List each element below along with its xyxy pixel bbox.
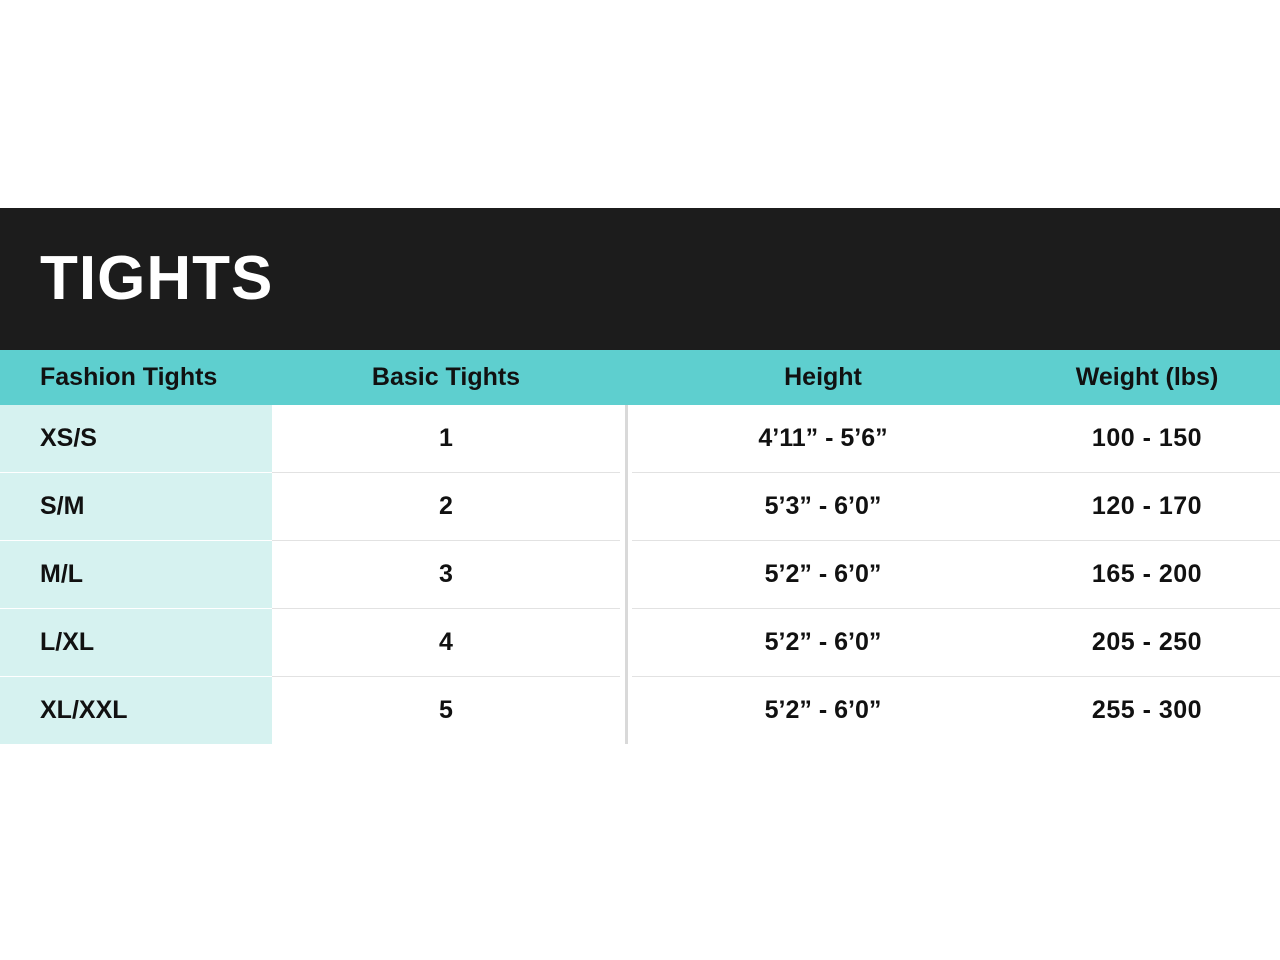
table-row (0, 405, 1280, 473)
size-chart (0, 208, 1280, 744)
table-row (0, 609, 1280, 677)
chart-header (0, 208, 1280, 350)
cell-weight: 100 - 150 (1014, 405, 1280, 473)
cell-height: 5’2” - 6’0” (632, 609, 1014, 677)
cell-weight: 255 - 300 (1014, 677, 1280, 745)
cell-weight: 205 - 250 (1014, 609, 1280, 677)
cell-height: 5’2” - 6’0” (632, 541, 1014, 609)
column-header-basic-tights: Basic Tights (272, 350, 620, 405)
column-divider (620, 405, 632, 473)
column-header-weight: Weight (lbs) (1014, 350, 1280, 405)
cell-basic-size: 5 (272, 677, 620, 745)
cell-fashion-size: M/L (0, 541, 272, 609)
cell-height: 5’2” - 6’0” (632, 677, 1014, 745)
cell-fashion-size: L/XL (0, 609, 272, 677)
table-row (0, 541, 1280, 609)
page-title: TIGHTS (40, 244, 274, 313)
cell-fashion-size: S/M (0, 473, 272, 541)
cell-basic-size: 4 (272, 609, 620, 677)
cell-height: 4’11” - 5’6” (632, 405, 1014, 473)
column-divider (620, 677, 632, 745)
table-row (0, 677, 1280, 745)
table-header-row (0, 350, 1280, 405)
column-header-spacer (620, 350, 632, 405)
cell-weight: 120 - 170 (1014, 473, 1280, 541)
column-divider (620, 473, 632, 541)
cell-fashion-size: XS/S (0, 405, 272, 473)
cell-height: 5’3” - 6’0” (632, 473, 1014, 541)
column-divider (620, 609, 632, 677)
cell-fashion-size: XL/XXL (0, 677, 272, 745)
cell-basic-size: 3 (272, 541, 620, 609)
cell-basic-size: 2 (272, 473, 620, 541)
cell-weight: 165 - 200 (1014, 541, 1280, 609)
size-chart-table (0, 350, 1280, 744)
column-header-fashion-tights: Fashion Tights (0, 350, 272, 405)
table-row (0, 473, 1280, 541)
cell-basic-size: 1 (272, 405, 620, 473)
column-divider (620, 541, 632, 609)
column-header-height: Height (632, 350, 1014, 405)
